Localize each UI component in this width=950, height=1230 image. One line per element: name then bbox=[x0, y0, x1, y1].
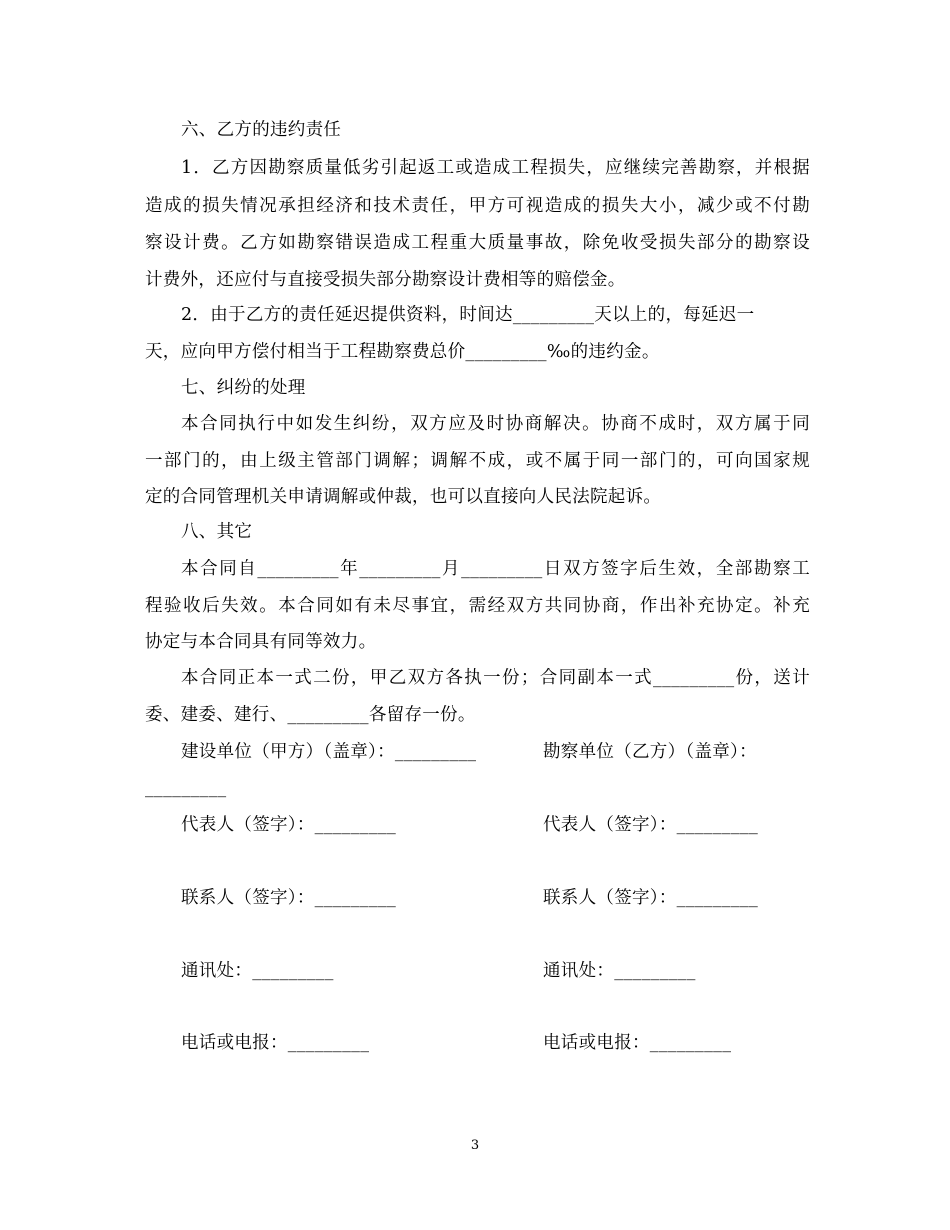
section-8-title: 八、其它 bbox=[181, 522, 253, 542]
section-8-paragraph-2-line-1: 本合同正本一式二份，甲乙双方各执一份；合同副本一式_________份，送计 bbox=[181, 668, 810, 688]
section-6-clause-1-line-1: 1．乙方因勘察质量低劣引起返工或造成工程损失，应继续完善勘察，并根据 bbox=[181, 158, 810, 178]
section-7-title: 七、纠纷的处理 bbox=[181, 378, 306, 398]
section-8-paragraph-1-line-1: 本合同自_________年_________月_________日双方签字后生效，全部勘察工 bbox=[181, 559, 810, 579]
party-b-unit-blank: _________ bbox=[145, 778, 227, 798]
party-a-unit-field: 建设单位（甲方）（盖章）：_________ bbox=[181, 742, 477, 762]
address-a-field: 通讯处：_________ bbox=[181, 961, 334, 981]
party-b-unit-field: 勘察单位（乙方）（盖章）： bbox=[543, 742, 757, 762]
section-6-clause-1-line-2: 造成的损失情况承担经济和技术责任，甲方可视造成的损失大小，减少或不付勘 bbox=[145, 196, 810, 216]
phone-b-field: 电话或电报：_________ bbox=[543, 1033, 732, 1053]
representative-b-field: 代表人（签字）：_________ bbox=[543, 815, 759, 835]
section-6-clause-1-line-4: 计费外，还应付与直接受损失部分勘察设计费相等的赔偿金。 bbox=[145, 270, 626, 290]
representative-a-field: 代表人（签字）：_________ bbox=[181, 815, 397, 835]
phone-a-field: 电话或电报：_________ bbox=[181, 1033, 370, 1053]
section-7-paragraph-line-3: 定的合同管理机关申请调解或仲裁，也可以直接向人民法院起诉。 bbox=[145, 487, 662, 507]
section-6-title: 六、乙方的违约责任 bbox=[181, 120, 342, 140]
section-6-clause-2-line-1: 2．由于乙方的责任延迟提供资料，时间达_________天以上的，每延迟一 bbox=[181, 305, 755, 325]
section-8-paragraph-1-line-3: 协定与本合同具有同等效力。 bbox=[145, 632, 377, 652]
section-6-clause-2-line-2: 天，应向甲方偿付相当于工程勘察费总价_________‰的违约金。 bbox=[145, 342, 660, 362]
section-8-paragraph-1-line-2: 程验收后失效。本合同如有未尽事宜，需经双方共同协商，作出补充协定。补充 bbox=[145, 596, 810, 616]
section-6-clause-1-line-3: 察设计费。乙方如勘察错误造成工程重大质量事故，除免收受损失部分的勘察设 bbox=[145, 233, 810, 253]
page-number: 3 bbox=[470, 1138, 480, 1153]
section-8-paragraph-2-line-2: 委、建委、建行、_________各留存一份。 bbox=[145, 705, 476, 725]
section-7-paragraph-line-2: 一部门的，由上级主管部门调解；调解不成，或不属于同一部门的，可向国家规 bbox=[145, 451, 810, 471]
contact-b-field: 联系人（签字）：_________ bbox=[543, 888, 759, 908]
section-7-paragraph-line-1: 本合同执行中如发生纠纷，双方应及时协商解决。协商不成时，双方属于同 bbox=[181, 414, 810, 434]
address-b-field: 通讯处：_________ bbox=[543, 961, 696, 981]
contact-a-field: 联系人（签字）：_________ bbox=[181, 888, 397, 908]
